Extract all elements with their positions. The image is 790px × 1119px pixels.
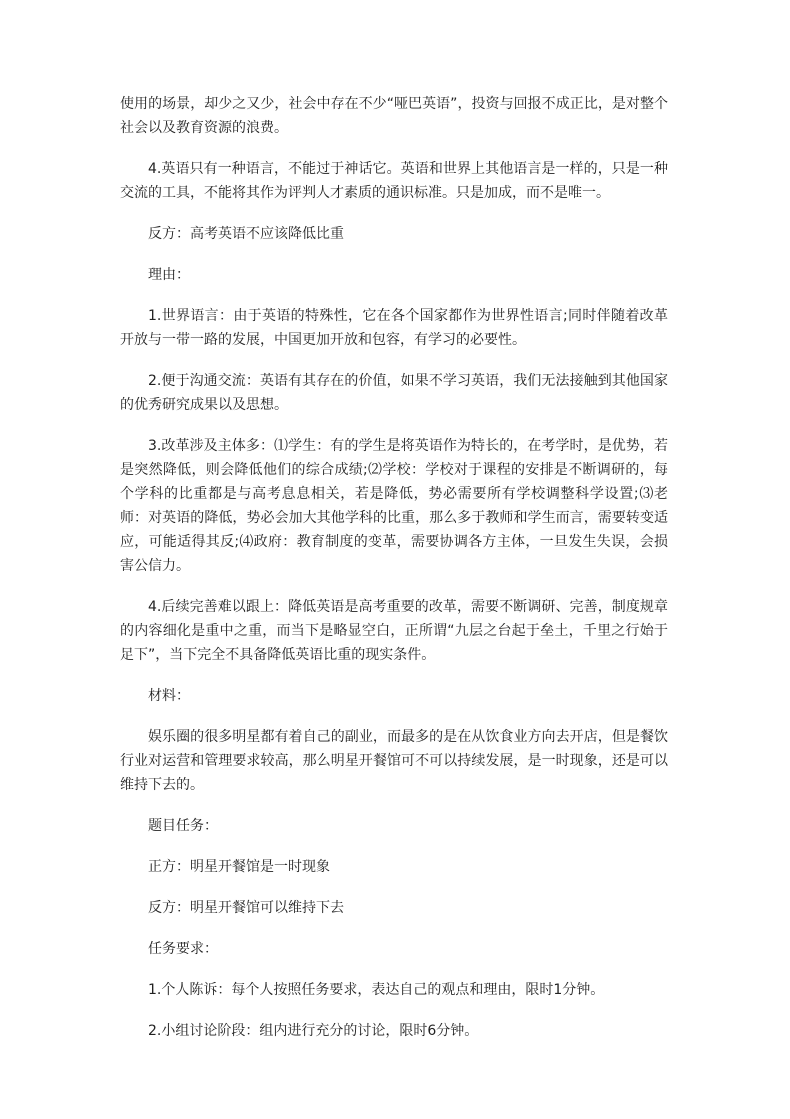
paragraph-pro-position: 正方：明星开餐馆是一时现象 [148,859,330,875]
paragraph-gap [120,578,668,595]
paragraph-gap [120,352,668,369]
paragraph-gap [120,879,668,896]
paragraph-gap [120,140,668,157]
paragraph-reason-1: 1.世界语言：由于英语的特殊性，它在各个国家都作为世界性语言;同时伴随着改革开放与一带一路的发展，中国更加开放和包容，有学习的必要性。 [120,308,668,348]
paragraph-gap [120,797,668,814]
paragraph-material-heading: 材料： [148,688,190,704]
paragraph-gap [120,708,668,725]
paragraph-gap [120,246,668,263]
paragraph-gap [120,920,668,937]
paragraph-material-text: 娱乐圈的很多明星都有着自己的副业，而最多的是在从饮食业方向去开店，但是餐饮行业对运营和管理要求较高，那么明星开餐馆可不可以持续发展，是一时现象，还是可以维持下去的。 [120,729,668,793]
paragraph-reason-3: 3.改革涉及主体多：⑴学生：有的学生是将英语作为特长的，在考学时，是优势，若是突然降低，则会降低他们的综合成绩;⑵学校：学校对于课程的安排是不断调研的，每个学科的比重都是与高考息息相关，若是降低，势必需要所有学校调整科学设置;⑶老师：对英语的降低，势必会加大其他学科的比重，那么多于教师和学生而言，需要转变适应，可能适得其反;⑷政府：教育制度的变革，需要协调各方主体，一旦发生失误，会损害公信力。 [120,438,668,574]
paragraph-requirement-1: 1.个人陈诉：每个人按照任务要求，表达自己的观点和理由，限时1分钟。 [148,982,605,998]
document-body [120,92,668,1043]
paragraph-con-position: 反方：明星开餐馆可以维持下去 [148,900,344,916]
paragraph-task-heading: 题目任务： [148,818,218,834]
paragraph-continuation: 使用的场景，却少之又少，社会中存在不少“哑巴英语”，投资与回报不成正比，是对整个社会以及教育资源的浪费。 [120,96,668,136]
paragraph-gap [120,417,668,434]
paragraph-gap [120,838,668,855]
paragraph-point-4-pro: 4.英语只有一种语言，不能过于神话它。英语和世界上其他语言是一样的，只是一种交流的工具，不能将其作为评判人才素质的通识标准。只是加成，而不是唯一。 [120,161,668,201]
paragraph-con-side: 反方：高考英语不应该降低比重 [148,226,344,242]
paragraph-reason-2: 2.便于沟通交流：英语有其存在的价值，如果不学习英语，我们无法接触到其他国家的优秀研究成果以及思想。 [120,373,668,413]
paragraph-gap [120,961,668,978]
paragraph-requirement-2: 2.小组讨论阶段：组内进行充分的讨论，限时6分钟。 [148,1023,479,1039]
paragraph-gap [120,287,668,304]
paragraph-gap [120,205,668,222]
paragraph-requirements-heading: 任务要求： [148,941,218,957]
paragraph-gap [120,667,668,684]
paragraph-reason-4: 4.后续完善难以跟上：降低英语是高考重要的改革，需要不断调研、完善，制度规章的内容细化是重中之重，而当下是略显空白，正所谓“九层之台起于垒土，千里之行始于足下”，当下完全不具备降低英语比重的现实条件。 [120,599,668,663]
paragraph-gap [120,1002,668,1019]
paragraph-reasons-heading: 理由： [148,267,190,283]
